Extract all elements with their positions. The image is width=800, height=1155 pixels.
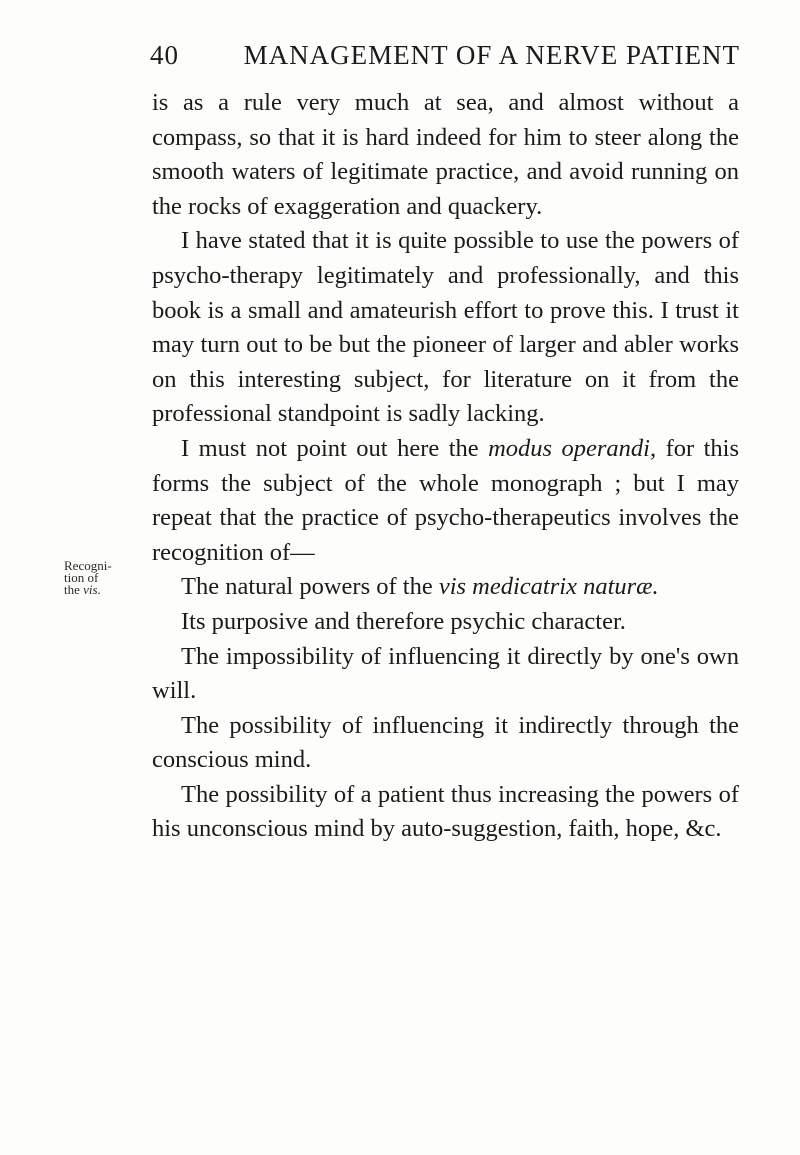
running-title: MANAGEMENT OF A NERVE PATIENT: [243, 40, 740, 70]
paragraph-6: The impossibility of influencing it directly by one's own will.: [152, 642, 739, 705]
marginal-note-line-2: tion of: [64, 570, 99, 585]
body-text: [152, 86, 739, 847]
paragraph-3-text-b: for this forms the subject of the whole monograph ; but I may repeat that the practice of psycho-therapeutics involves the recognition of—: [152, 434, 739, 566]
paragraph-8: The possibility of a patient thus increasing the powers of his unconscious mind by auto-suggestion, faith, hope, &c.: [152, 780, 739, 843]
marginal-note-line-3-italic: vis.: [83, 582, 101, 597]
paragraph-4: [152, 570, 739, 605]
marginal-note-line-1: Recogni-: [64, 558, 112, 573]
paragraph-4-text: The natural powers of the: [181, 573, 439, 601]
paragraph-1: is as a rule very much at sea, and almost without a compass, so that it is hard indeed for him to steer along the smooth waters of legitimate practice, and avoid running on the rocks of exaggeration and quackery.: [152, 89, 739, 220]
marginal-note-line-3-prefix: the: [64, 582, 84, 597]
paragraph-3-italic: modus operandi,: [488, 434, 657, 462]
paragraph-2: I have stated that it is quite possible to use the powers of psycho-therapy legitimately and professionally, and this book is a small and amateurish effort to prove this. I trust it may turn out to be but the pioneer of larger and abler works on this interesting subject, for literature on it from the professional standpoint is sadly lacking.: [152, 227, 739, 428]
paragraph-4-italic: vis medicatrix naturæ.: [438, 573, 659, 601]
paragraph-5: Its purposive and therefore psychic character.: [181, 607, 626, 635]
running-head: [150, 42, 740, 69]
paragraph-3-text-a: I must not point out here the: [181, 434, 489, 462]
page-number: 40: [150, 40, 179, 70]
paragraph-7: The possibility of influencing it indirectly through the conscious mind.: [152, 711, 739, 774]
marginal-note: [64, 560, 128, 596]
paragraph-3: [152, 432, 739, 570]
marginal-note-line-3: [64, 584, 128, 596]
